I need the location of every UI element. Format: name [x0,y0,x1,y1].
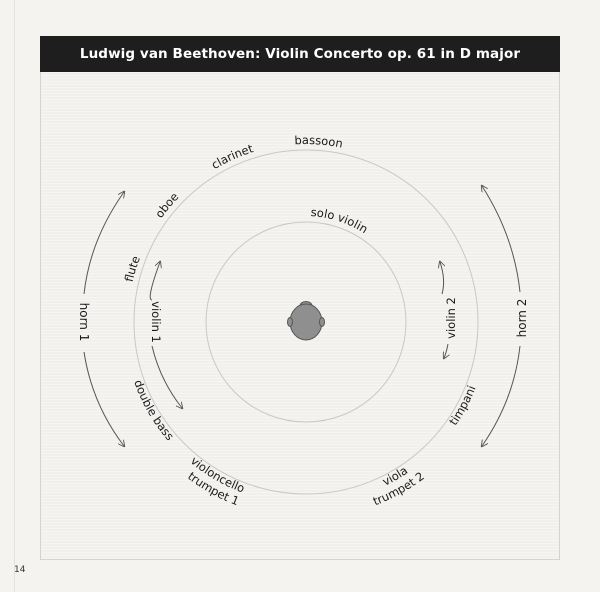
label-trumpet-1: trumpet 1 [185,468,242,509]
label-bassoon: bassoon [294,132,345,151]
label-horn-2: horn 2 [515,298,529,338]
label-violin-1: violin 1 [149,301,163,343]
label-flute: flute [121,253,143,284]
label-trumpet-2: trumpet 2 [370,468,427,509]
label-violoncello: violoncello [187,453,247,496]
page-title-text: Ludwig van Beethoven: Violin Concerto op. 61 in D major [79,46,521,62]
label-clarinet: clarinet [208,141,255,172]
page-number: 14 [14,565,26,575]
label-double-bass: double bass [131,377,177,444]
listener-head-icon [288,302,325,341]
label-horn-1: horn 1 [77,302,91,342]
label-timpani: timpani [446,383,479,428]
label-oboe: oboe [152,189,182,221]
label-solo-violin: solo violin [310,205,371,237]
label-viola: viola [380,463,411,489]
label-violin-2: violin 2 [444,297,458,339]
